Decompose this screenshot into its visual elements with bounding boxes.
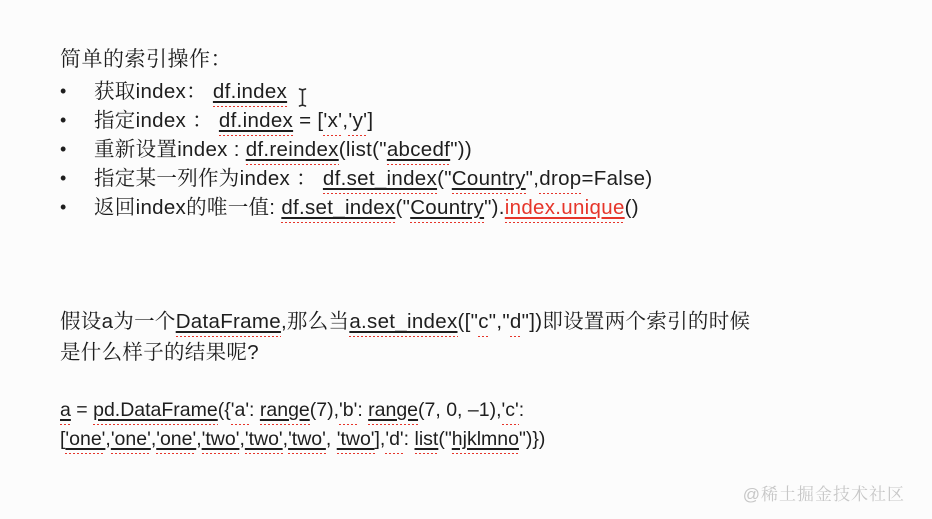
code-block xyxy=(60,396,740,454)
text-segment: 'c' xyxy=(502,399,519,425)
text-segment: df.set_index xyxy=(281,196,395,223)
text-segment: , xyxy=(325,428,337,450)
text-segment: 'a' xyxy=(231,399,249,425)
text-segment: 'one' xyxy=(65,428,105,454)
text-segment: c xyxy=(478,310,489,337)
text-segment: ")}) xyxy=(518,428,546,450)
bullet-text xyxy=(94,135,472,164)
text-segment: , xyxy=(239,428,245,450)
bullet-list xyxy=(60,77,653,222)
text-segment: range xyxy=(260,399,310,425)
text-segment: df.index xyxy=(213,80,287,107)
text-segment: (" xyxy=(438,428,452,450)
text-segment: ", xyxy=(525,167,540,190)
text-segment: range xyxy=(368,399,418,425)
text-segment: = [ xyxy=(293,109,324,132)
text-segment: 返回index的唯一值: xyxy=(94,196,282,219)
text-segment: 'one' xyxy=(156,428,196,454)
text-segment: 'one' xyxy=(111,428,151,454)
bullet-item xyxy=(60,77,653,106)
text-segment: : xyxy=(403,428,415,450)
text-segment: ], xyxy=(374,428,386,450)
code-line-1 xyxy=(60,396,740,425)
text-segment: list xyxy=(415,428,439,454)
text-segment: [ xyxy=(60,428,66,450)
code-line-2 xyxy=(60,425,740,454)
text-segment: Country xyxy=(410,196,484,223)
bullet-marker: • xyxy=(60,110,67,130)
text-segment: ,那么当 xyxy=(280,310,350,333)
text-segment: abcedf xyxy=(387,138,450,165)
text-segment: pd.DataFrame xyxy=(93,399,218,425)
text-segment: , xyxy=(282,428,289,450)
text-segment: drop xyxy=(539,167,581,194)
text-segment: df.index xyxy=(219,109,293,136)
bullet-text xyxy=(94,106,373,135)
text-segment: d xyxy=(510,310,522,337)
text-segment: =False) xyxy=(581,167,653,190)
bullet-item xyxy=(60,193,653,222)
text-segment: : xyxy=(518,399,525,421)
text-segment: 'x' xyxy=(323,109,342,136)
text-segment: (7), xyxy=(309,399,340,421)
text-segment: 'y' xyxy=(348,109,367,136)
text-segment: ([" xyxy=(457,310,479,333)
text-segment: , xyxy=(196,428,202,450)
text-segment: , xyxy=(105,428,111,450)
bullet-item xyxy=(60,135,653,164)
text-segment: 获取index： xyxy=(94,80,213,103)
text-segment: "]) xyxy=(521,310,543,333)
text-segment: 即设置两个索引的时候 xyxy=(542,310,751,333)
text-segment: Country xyxy=(452,167,526,194)
text-segment: 'd' xyxy=(385,428,403,454)
text-segment: 指定某一列作为index ： xyxy=(94,167,323,190)
bullet-text xyxy=(94,193,639,222)
text-segment: 'two' xyxy=(288,428,326,454)
text-segment: 'two' xyxy=(245,428,283,454)
text-segment: "," xyxy=(488,310,510,333)
bullet-item xyxy=(60,106,653,135)
text-segment: ({ xyxy=(217,399,231,421)
text-segment: , xyxy=(150,428,157,450)
bullet-text xyxy=(94,77,287,106)
text-segment: ")) xyxy=(450,138,473,161)
text-segment: 假设a为一个 xyxy=(60,310,176,333)
question-line-1 xyxy=(60,306,890,337)
text-segment: : xyxy=(249,399,260,421)
text-segment: 'b' xyxy=(339,399,357,425)
bullet-marker: • xyxy=(60,197,67,217)
text-segment: 'two' xyxy=(337,428,375,454)
text-segment: (" xyxy=(395,196,411,219)
text-segment: , xyxy=(342,109,349,132)
text-segment: DataFrame xyxy=(176,310,281,337)
bullet-marker: • xyxy=(60,81,67,101)
text-segment: (" xyxy=(437,167,452,190)
question-paragraph xyxy=(60,306,890,368)
text-segment: ] xyxy=(367,109,374,132)
text-segment: a.set_index xyxy=(349,310,457,337)
bullet-text xyxy=(94,164,653,193)
text-segment: hjklmno xyxy=(452,428,519,454)
text-segment: () xyxy=(624,196,639,219)
text-segment: df.set_index xyxy=(323,167,437,194)
bullet-item xyxy=(60,164,653,193)
text-segment: a xyxy=(60,399,71,425)
text-segment: "). xyxy=(484,196,505,219)
bullet-marker: • xyxy=(60,139,67,159)
text-segment: 重新设置index : xyxy=(94,138,246,161)
text-segment: (list(" xyxy=(338,138,387,161)
text-segment: : xyxy=(357,399,369,421)
text-segment: (7, 0, –1), xyxy=(418,399,502,421)
text-segment: df.reindex xyxy=(246,138,339,165)
watermark: @稀土掘金技术社区 xyxy=(742,485,905,504)
text-segment: index.unique xyxy=(505,196,625,223)
text-segment: 指定index ： xyxy=(94,109,219,132)
slide-title: 简单的索引操作： xyxy=(60,48,232,71)
bullet-marker: • xyxy=(60,168,67,188)
text-segment: = xyxy=(70,399,94,421)
question-line-2: 是什么样子的结果呢? xyxy=(60,341,259,364)
text-segment: 'two' xyxy=(202,428,240,454)
